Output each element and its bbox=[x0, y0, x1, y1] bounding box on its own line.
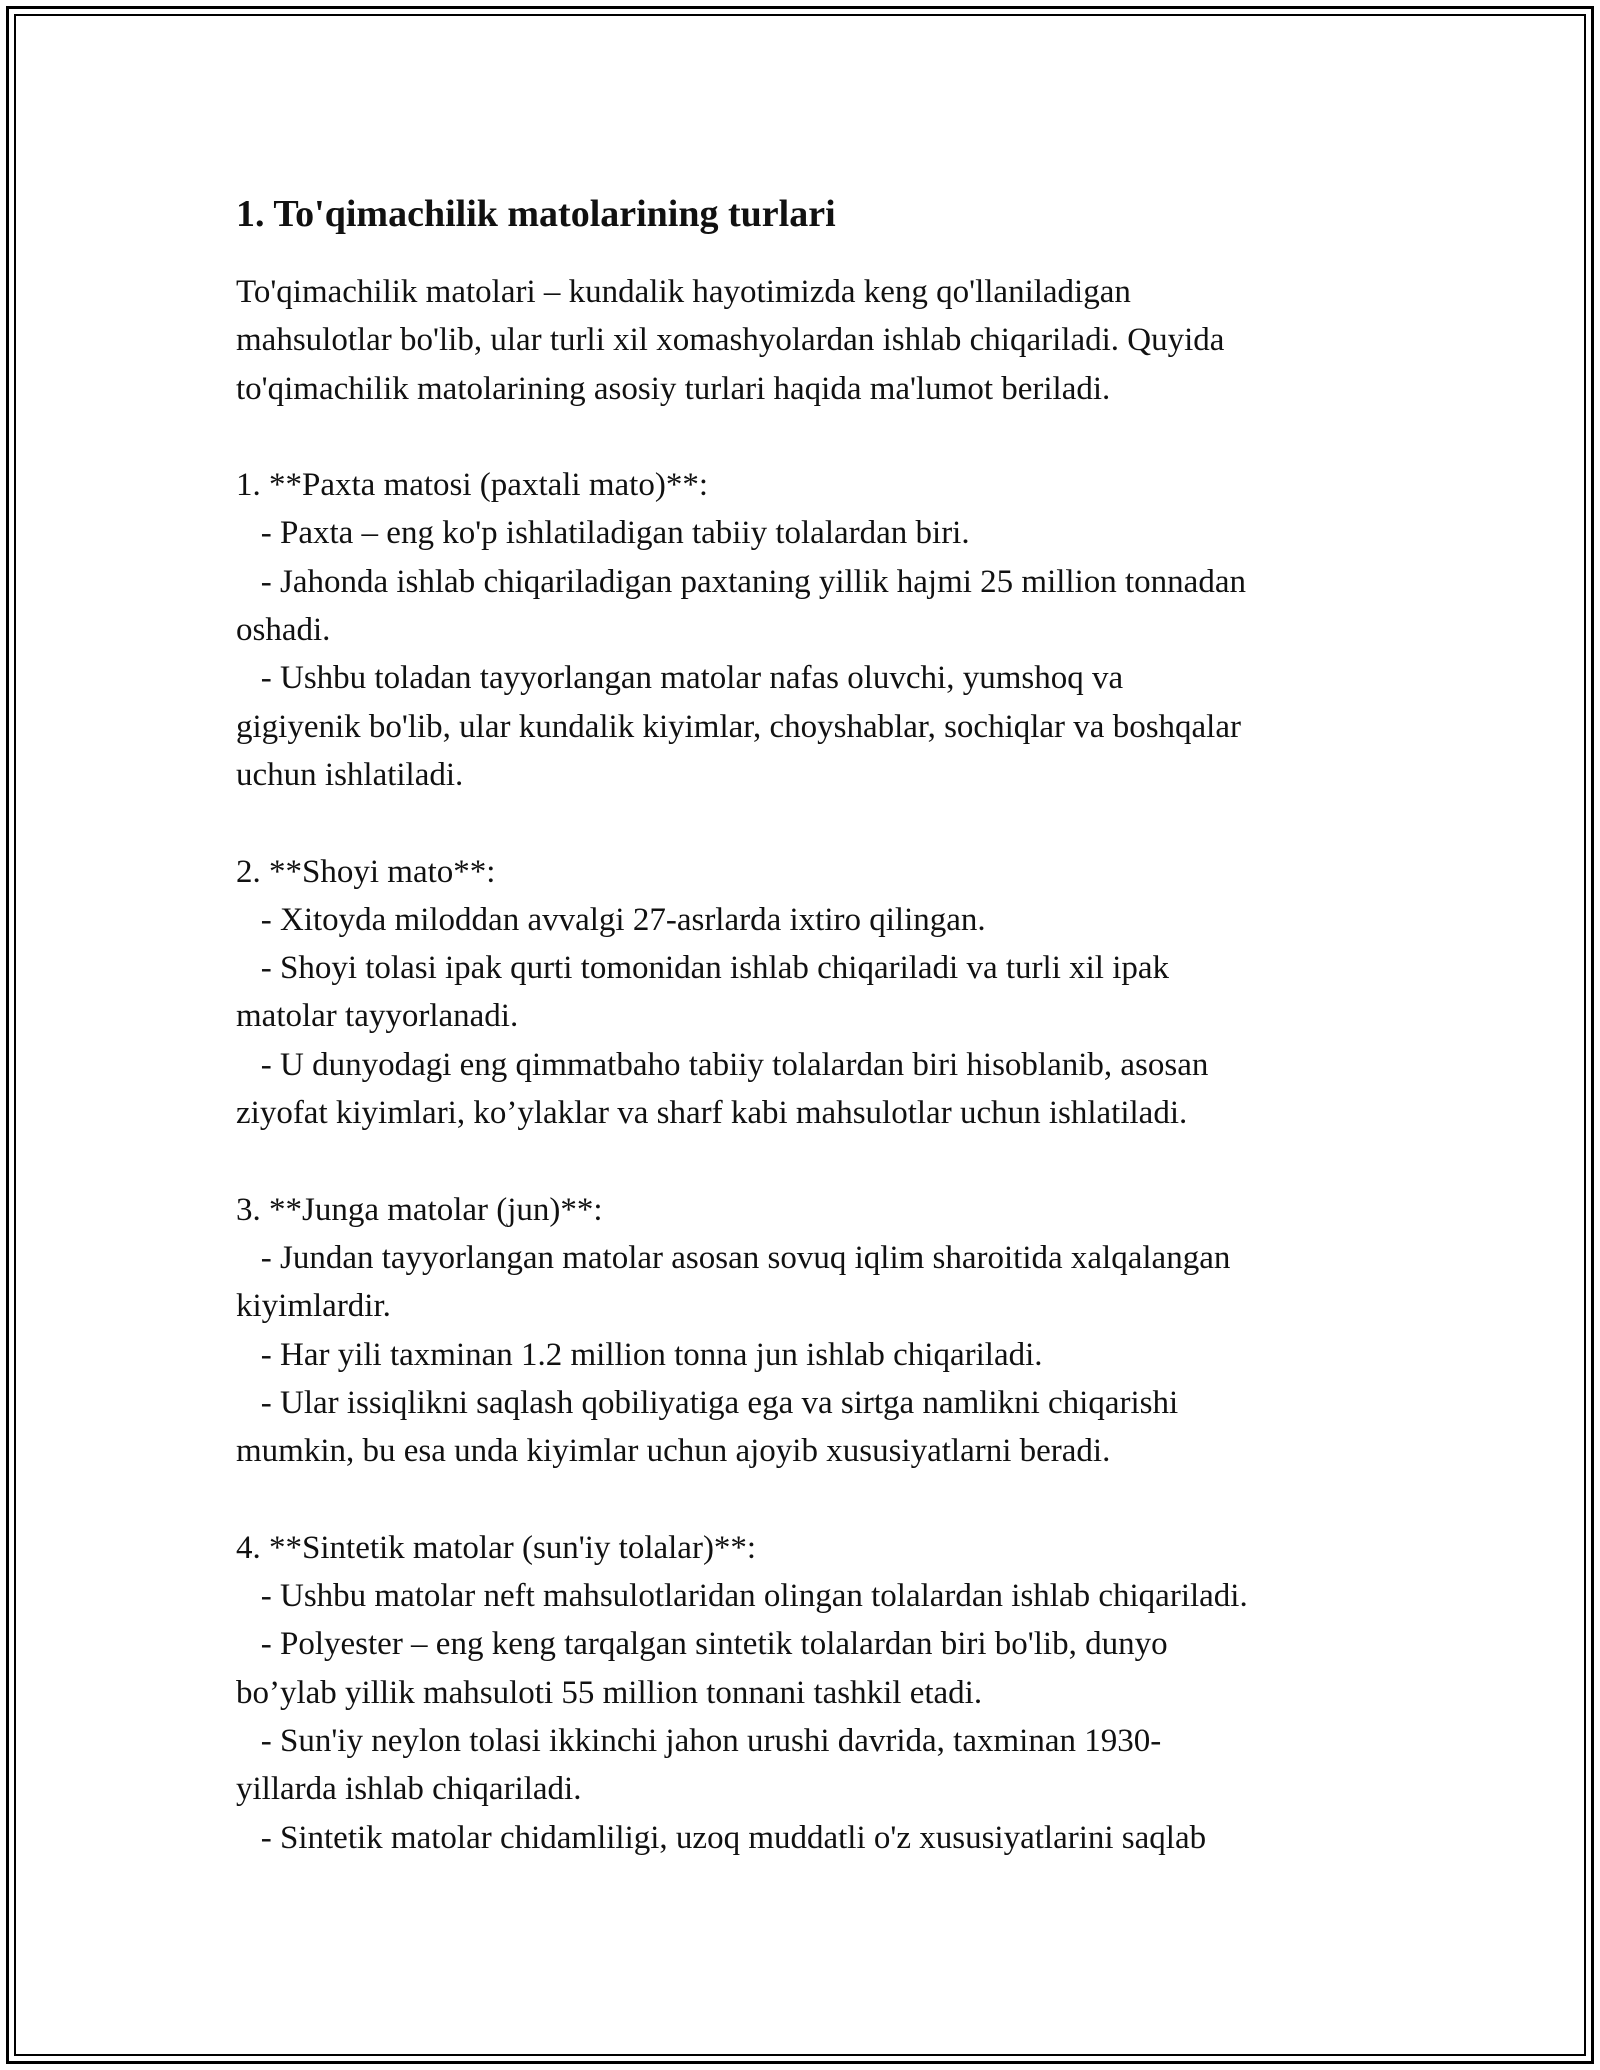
document-body: To'qimachilik matolari – kundalik hayotimizda keng qo'llaniladigan mahsulotlar bo'lib, ular turli xil xomashyolardan ishlab chiqariladi. Quyida to'qimachilik matolarining asosiy turlari haqida ma'lumot beriladi. 1. **Paxta matosi (paxtali mato)**: - Paxta – eng ko'p ishlatiladigan tabiiy tolalardan biri. - Jahonda ishlab chiqariladigan paxtaning yillik hajmi 25 million tonnadan oshadi. - Ushbu toladan tayyorlangan matolar nafas oluvchi, yumshoq va gigiyenik bo'lib, ular kundalik kiyimlar, choyshablar, sochiqlar va boshqalar uchun ishlatiladi. 2. **Shoyi mato**: - Xitoyda miloddan avvalgi 27-asrlarda ixtiro qilingan. - Shoyi tolasi ipak qurti tomonidan ishlab chiqariladi va turli xil ipak matolar tayyorlanadi. - U dunyodagi eng qimmatbaho tabiiy tolalardan biri hisoblanib, asosan ziyofat kiyimlari, ko’ylaklar va sharf kabi mahsulotlar uchun ishlatiladi. 3. **Junga matolar (jun)**: - Jundan tayyorlangan matolar asosan sovuq iqlim sharoitida xalqalangan kiyimlardir. - Har yili taxminan 1.2 million tonna jun ishlab chiqariladi. - Ular issiqlikni saqlash qobiliyatiga ega va sirtga namlikni chiqarishi mumkin, bu esa unda kiyimlar uchun ajoyib xususiyatlarni beradi. 4. **Sintetik matolar (sun'iy tolalar)**: - Ushbu matolar neft mahsulotlaridan olingan tolalardan ishlab chiqariladi. - Polyester – eng keng tarqalgan sintetik tolalardan biri bo'lib, dunyo bo’ylab yillik mahsuloti 55 million tonnani tashkil etadi. - Sun'iy neylon tolasi ikkinchi jahon urushi davrida, taxminan 1930- yillarda ishlab chiqariladi. - Sintetik matolar chidamliligi, uzoq muddatli o'z xususiyatlarini saqlab bbox=[236, 274, 1248, 1856]
document-content bbox=[236, 186, 1386, 1862]
document-title: 1. To'qimachilik matolarining turlari bbox=[236, 193, 836, 235]
